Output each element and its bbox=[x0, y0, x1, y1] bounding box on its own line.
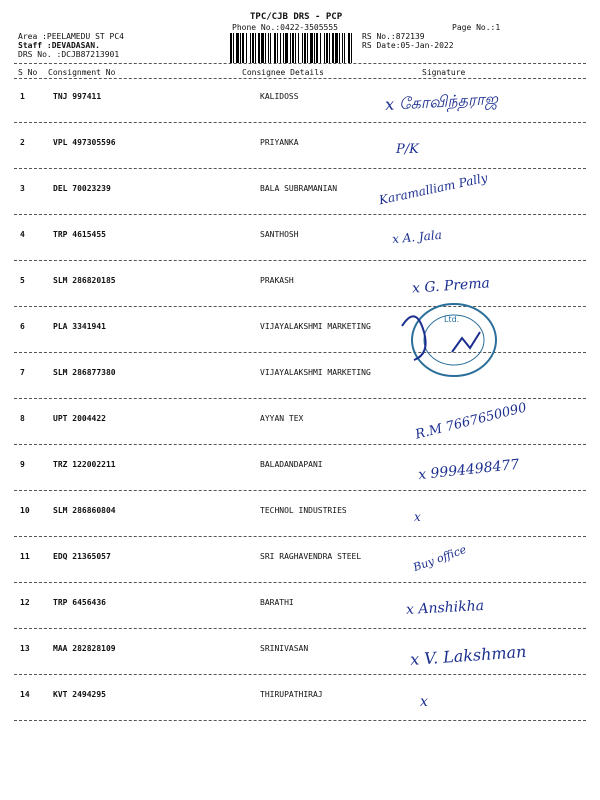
divider bbox=[14, 674, 586, 675]
rs-number: RS No.:872139 bbox=[362, 32, 425, 41]
serial-number: 9 bbox=[20, 460, 25, 469]
table-row bbox=[0, 310, 600, 348]
signature: x A. Jala bbox=[391, 227, 443, 247]
consignee-name: SRI RAGHAVENDRA STEEL bbox=[260, 552, 362, 561]
signature: x V. Lakshman bbox=[409, 641, 527, 670]
col-header-sno: S No bbox=[18, 68, 38, 77]
consignee-name: TECHNOL INDUSTRIES bbox=[260, 506, 347, 515]
consignment-number: PLA 3341941 bbox=[53, 322, 106, 331]
table-row bbox=[0, 400, 600, 443]
area-label: Area :PEELAMEDU ST PC4 bbox=[18, 32, 124, 41]
consignee-name: AYYAN TEX bbox=[260, 414, 304, 423]
drs-number: DRS No. :DCJB87213901 bbox=[18, 50, 120, 59]
document-title: TPC/CJB DRS - PCP bbox=[250, 12, 343, 22]
consignee-name: SRINIVASAN bbox=[260, 644, 309, 653]
divider bbox=[14, 398, 586, 399]
serial-number: 14 bbox=[20, 690, 30, 699]
divider bbox=[14, 536, 586, 537]
serial-number: 13 bbox=[20, 644, 30, 653]
divider bbox=[14, 122, 586, 123]
divider bbox=[14, 78, 586, 79]
consignee-name: VIJAYALAKSHMI MARKETING bbox=[260, 368, 371, 377]
divider bbox=[14, 582, 586, 583]
consignment-number: KVT 2494295 bbox=[53, 690, 106, 699]
consignment-number: DEL 70023239 bbox=[53, 184, 111, 193]
divider bbox=[14, 490, 586, 491]
serial-number: 8 bbox=[20, 414, 25, 423]
signature: Buy office bbox=[411, 542, 469, 575]
consignment-number: TNJ 997411 bbox=[53, 92, 102, 101]
consignee-name: PRIYANKA bbox=[260, 138, 299, 147]
table-row bbox=[0, 126, 600, 164]
table-row bbox=[0, 356, 600, 394]
signature: x bbox=[414, 510, 421, 524]
divider bbox=[14, 63, 586, 64]
serial-number: 6 bbox=[20, 322, 25, 331]
consignee-name: BARATHI bbox=[260, 598, 294, 607]
divider bbox=[14, 628, 586, 629]
consignee-name: THIRUPATHIRAJ bbox=[260, 690, 323, 699]
serial-number: 1 bbox=[20, 92, 25, 101]
serial-number: 2 bbox=[20, 138, 25, 147]
consignee-name: BALA SUBRAMANIAN bbox=[260, 184, 338, 193]
divider bbox=[14, 168, 586, 169]
signature: x G. Prema bbox=[411, 275, 491, 297]
consignee-name: KALIDOSS bbox=[260, 92, 299, 101]
stamp-text: Ltd. bbox=[444, 315, 460, 324]
table-row bbox=[0, 494, 600, 532]
consignee-name: VIJAYALAKSHMI MARKETING bbox=[260, 322, 371, 331]
table-row bbox=[0, 632, 600, 670]
serial-number: 12 bbox=[20, 598, 30, 607]
consignee-name: SANTHOSH bbox=[260, 230, 299, 239]
table-row bbox=[0, 586, 600, 624]
staff-label: Staff :DEVADASAN. bbox=[18, 41, 100, 50]
consignment-number: SLM 286860804 bbox=[53, 506, 116, 515]
consignment-number: SLM 286877380 bbox=[53, 368, 116, 377]
serial-number: 4 bbox=[20, 230, 25, 239]
serial-number: 11 bbox=[20, 552, 30, 561]
consignment-number: TRP 4615455 bbox=[53, 230, 106, 239]
consignment-number: MAA 282828109 bbox=[53, 644, 116, 653]
col-header-consignee: Consignee Details bbox=[242, 68, 324, 77]
signature: Karamalliam Pally bbox=[377, 170, 489, 208]
rs-date: RS Date:05-Jan-2022 bbox=[362, 41, 454, 50]
table-row bbox=[0, 264, 600, 302]
serial-number: 5 bbox=[20, 276, 25, 285]
signature: x கோவிந்தராஜ bbox=[384, 89, 499, 114]
consignment-number: VPL 497305596 bbox=[53, 138, 116, 147]
serial-number: 10 bbox=[20, 506, 30, 515]
page-number: Page No.:1 bbox=[452, 23, 501, 32]
table-row bbox=[0, 80, 600, 118]
consignment-number: EDQ 21365057 bbox=[53, 552, 111, 561]
signature: x 9994498477 bbox=[417, 456, 520, 484]
table-row bbox=[0, 678, 600, 716]
divider bbox=[14, 444, 586, 445]
signature: x bbox=[420, 694, 428, 710]
table-row bbox=[0, 218, 600, 256]
table-row bbox=[0, 540, 600, 578]
col-header-signature: Signature bbox=[422, 68, 466, 77]
signature: x Anshikha bbox=[405, 597, 485, 619]
consignment-number: TRP 6456436 bbox=[53, 598, 106, 607]
divider bbox=[14, 720, 586, 721]
signature: P/K bbox=[396, 142, 419, 157]
consignment-number: SLM 286820185 bbox=[53, 276, 116, 285]
company-stamp bbox=[392, 300, 502, 380]
barcode bbox=[230, 33, 356, 63]
serial-number: 3 bbox=[20, 184, 25, 193]
signature: R.M 7667650090 bbox=[413, 400, 529, 443]
table-row bbox=[0, 448, 600, 486]
consignee-name: BALADANDAPANI bbox=[260, 460, 323, 469]
col-header-consignment: Consignment No bbox=[48, 68, 116, 77]
consignment-number: UPT 2004422 bbox=[53, 414, 106, 423]
divider bbox=[14, 260, 586, 261]
table-row bbox=[0, 172, 600, 210]
divider bbox=[14, 214, 586, 215]
phone-number: Phone No.:0422-3505555 bbox=[232, 23, 338, 32]
consignment-number: TRZ 122002211 bbox=[53, 460, 116, 469]
serial-number: 7 bbox=[20, 368, 25, 377]
consignee-name: PRAKASH bbox=[260, 276, 294, 285]
